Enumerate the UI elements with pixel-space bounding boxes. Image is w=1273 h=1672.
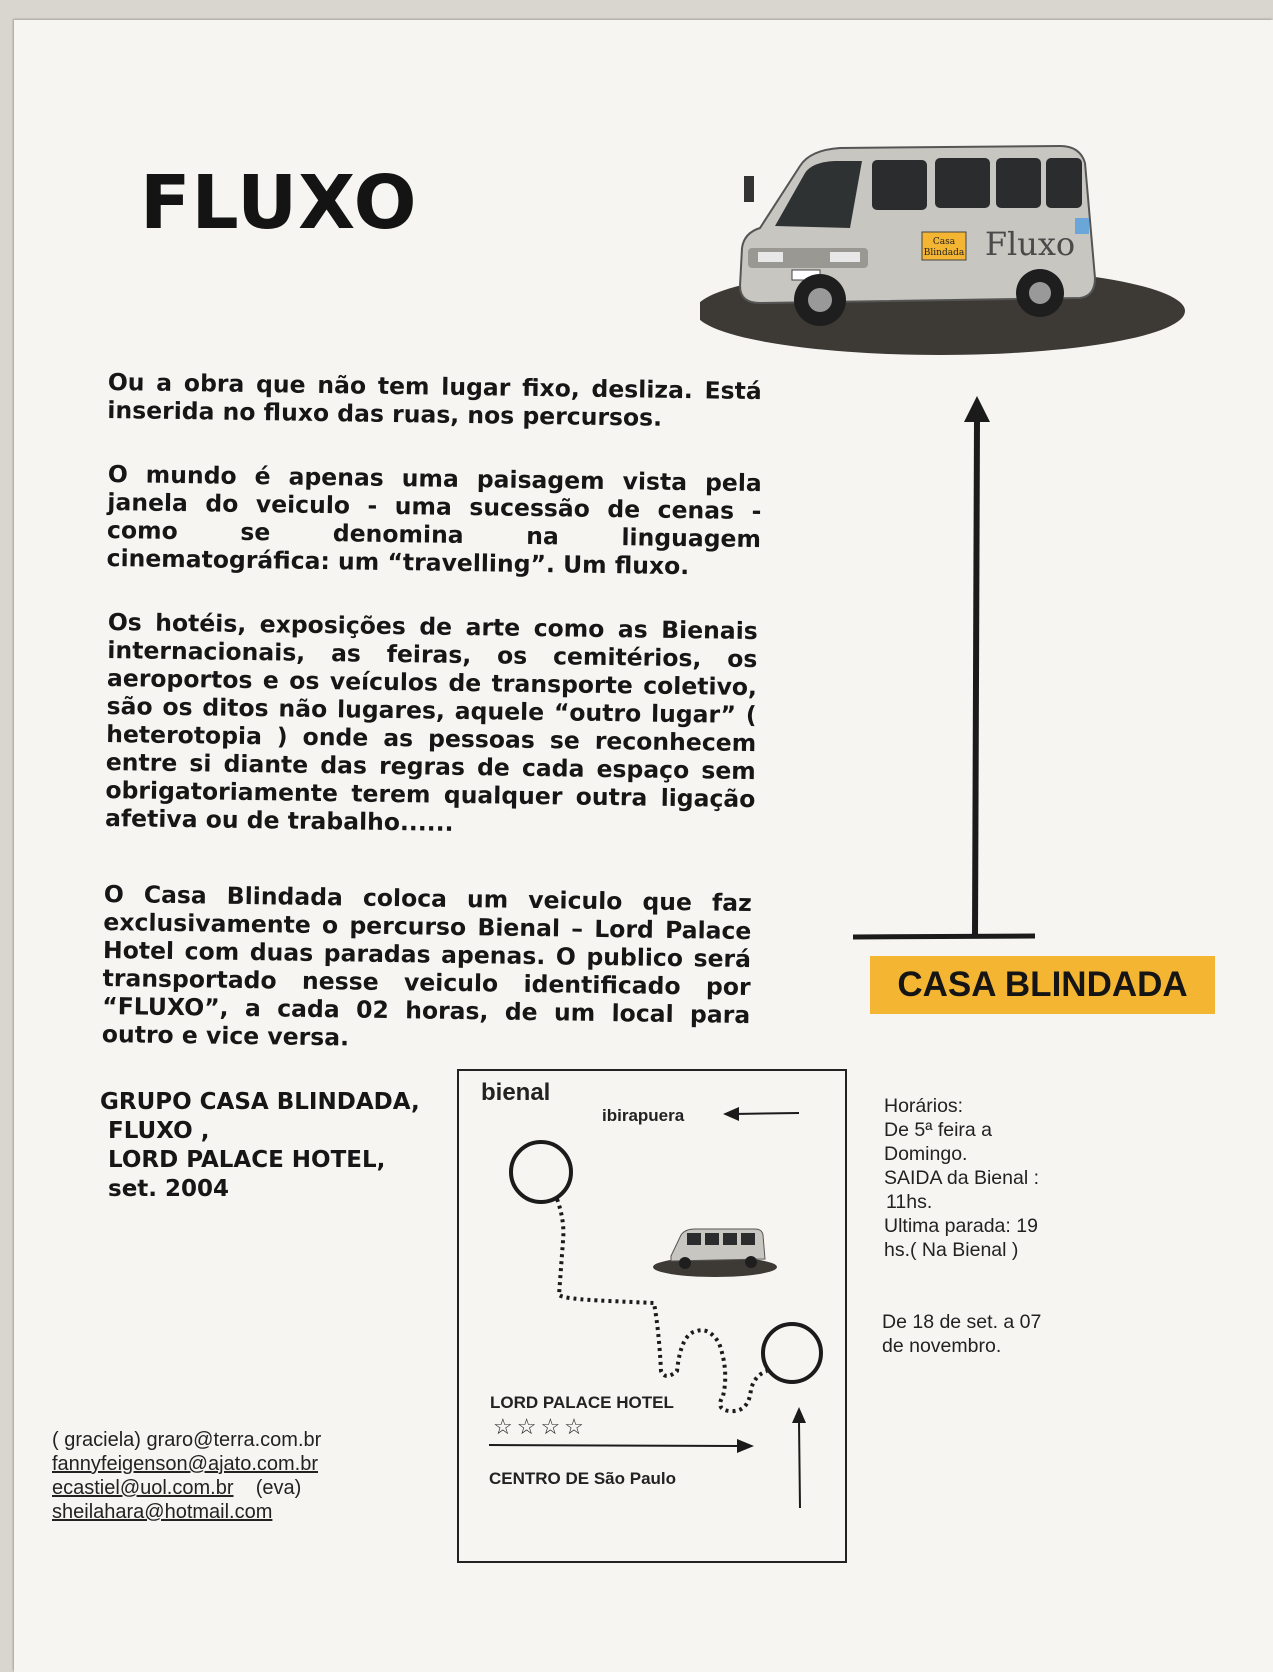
email-link[interactable]: ecastiel@uol.com.br [52,1477,234,1499]
hotel-stop-circle [763,1324,821,1382]
casa-blindada-badge: CASA BLINDADA [870,956,1215,1014]
paragraph-3: Os hotéis, exposições de arte como as Bienais internacionais, as feiras, os cemitérios, os aeroportos e os veículos de transporte coletivo, são os ditos não lugares, aquele “outro lugar” ( heterotopia ) onde as pessoas se reconhecem entre si diante das regras de cada espaço sem obrigatoriamente terem qualquer outra ligação afetiva ou de trabalho...... [104,608,758,837]
schedule-line: Ultima parada: 19 [884,1215,1038,1237]
schedule-line: Domingo. [884,1143,968,1165]
hotel-stars: ☆☆☆☆ [493,1414,588,1439]
paragraph-2: O mundo é apenas uma paisagem vista pela janela do veiculo - uma sucessão de cenas - como se denomina na linguagem cinematográfica: um “travelling”. Um fluxo. [106,460,762,581]
page-title: FLUXO [140,160,418,246]
paragraph-4: O Casa Blindada coloca um veiculo que faz exclusivamente o percurso Bienal – Lord Palace Hotel com duas paradas apenas. O publico será transportado nesse veiculo identificado por “FLUXO”, a cada 02 horas, de um local para outro e vice versa. [101,880,752,1052]
schedule-hours [884,1094,1039,1262]
credits-line: GRUPO CASA BLINDADA, [100,1089,420,1115]
credits-line: FLUXO , [108,1118,210,1144]
van-side-text: Fluxo [984,225,1076,263]
schedule-line: SAIDA da Bienal : [884,1167,1040,1189]
svg-text:Casa: Casa [932,237,956,247]
credits-line: LORD PALACE HOTEL, [108,1147,386,1173]
dates-line: De 18 de set. a 07 [882,1311,1042,1333]
dates-line: de novembro. [882,1335,1002,1357]
schedule-line: 11hs. [886,1191,933,1213]
map-label-hotel: LORD PALACE HOTEL [490,1393,674,1412]
schedule-line: Horários: [884,1095,964,1117]
map-label-ibirapuera: ibirapuera [602,1106,685,1125]
route-map [457,1069,847,1563]
paragraph-1: Ou a obra que não tem lugar fixo, desliza. Está inserida no fluxo das ruas, nos percursos. [107,368,762,432]
svg-text:Blindada: Blindada [923,248,965,258]
up-arrow [850,390,1050,950]
map-label-centro: CENTRO DE São Paulo [489,1469,677,1488]
email-link[interactable]: sheilahara@hotmail.com [52,1501,273,1523]
credits [100,1088,420,1204]
email-link[interactable]: fannyfeigenson@ajato.com.br [52,1453,319,1475]
van-illustration [700,128,1200,368]
contact-name: (eva) [255,1477,302,1499]
credits-line: set. 2004 [108,1176,230,1202]
schedule-line: hs.( Na Bienal ) [884,1239,1019,1261]
map-label-bienal: bienal [481,1079,551,1106]
bienal-stop-circle [511,1142,571,1202]
schedule-line: De 5ª feira a [884,1119,993,1141]
email-link[interactable]: graro@terra.com.br [146,1429,322,1451]
mini-van-icon [653,1229,777,1277]
schedule-dates [882,1310,1041,1358]
contact-name: ( graciela) [52,1429,147,1451]
route-drawing [459,1071,849,1565]
contact-list [52,1428,321,1524]
